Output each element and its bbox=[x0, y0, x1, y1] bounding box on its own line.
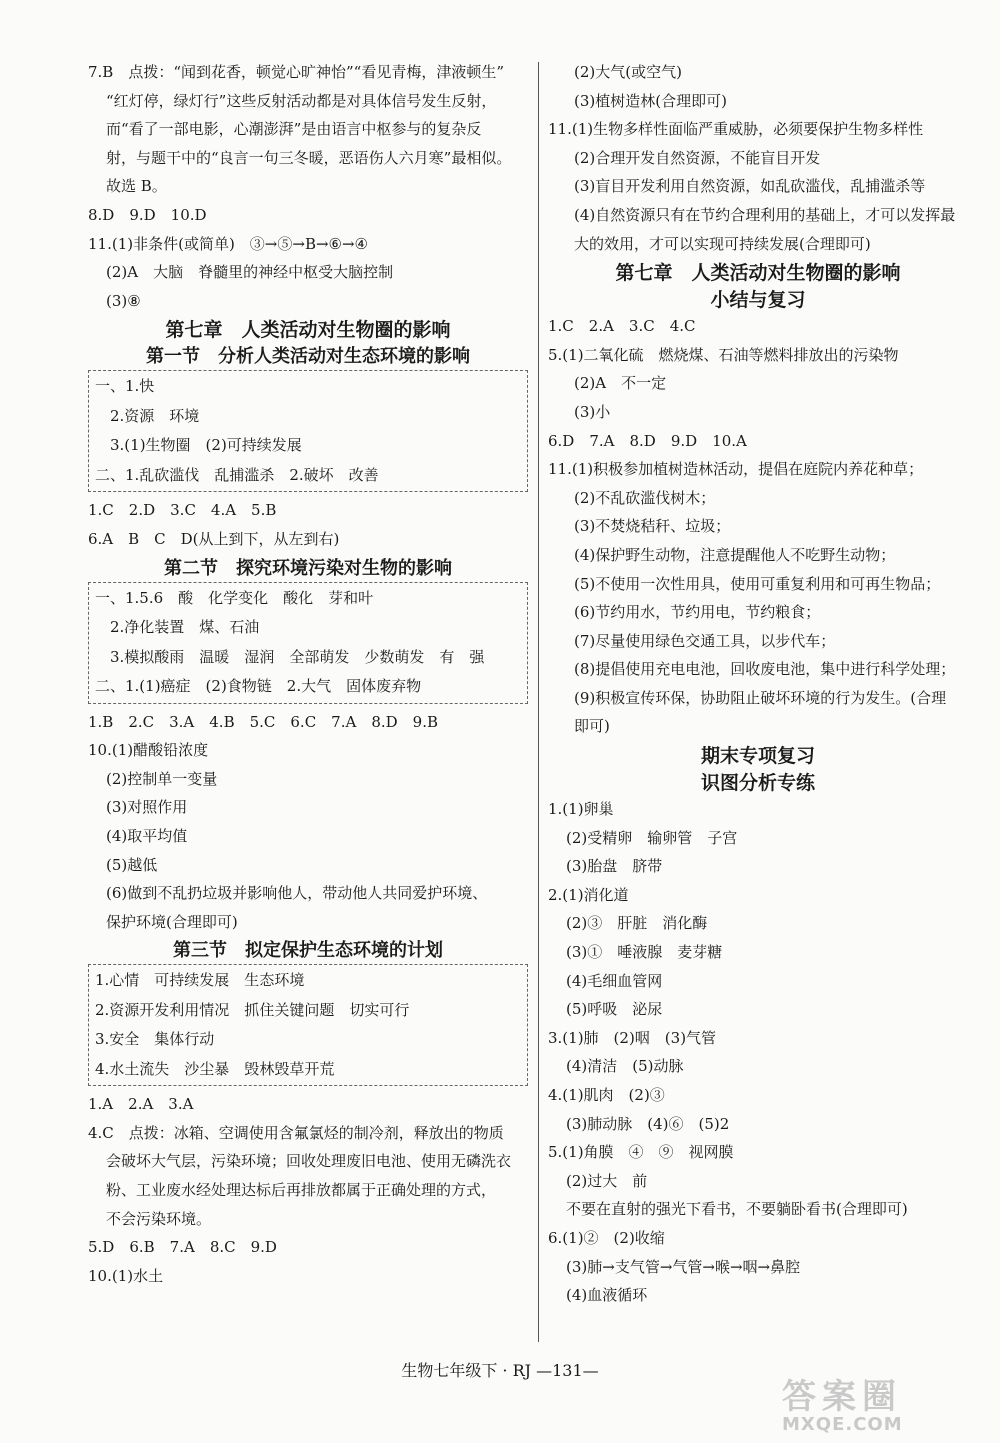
box-line: 3.(1)生物圈 (2)可持续发展 bbox=[95, 436, 302, 455]
answer-line: 1.C 2.A 3.C 4.C bbox=[548, 317, 696, 336]
answer-line: 射，与题干中的“良言一句三冬暖，恶语伤人六月寒”最相似。 bbox=[106, 148, 512, 167]
answer-line: (4)保护野生动物，注意提醒他人不吃野生动物； bbox=[574, 545, 896, 564]
answer-line: 6.D 7.A 8.D 9.D 10.A bbox=[548, 431, 747, 450]
answer-line: (3)小 bbox=[574, 402, 611, 421]
answer-line: (3)⑧ bbox=[106, 291, 141, 310]
answer-line: (5)越低 bbox=[106, 855, 158, 874]
answer-line: 11.(1)生物多样性面临严重威胁，必须要保护生物多样性 bbox=[548, 120, 924, 139]
right-column bbox=[548, 58, 968, 1310]
answer-line: (2)受精卵 输卵管 子宫 bbox=[566, 828, 738, 847]
box-line: 2.资源开发利用情况 抓住关键问题 切实可行 bbox=[95, 1000, 410, 1019]
answer-box bbox=[88, 370, 528, 492]
answer-line: 会破坏大气层，污染环境；回收处理废旧电池、使用无磷洗衣 bbox=[106, 1152, 512, 1171]
answer-line: (4)血液循环 bbox=[566, 1286, 648, 1305]
answer-line: (2)大气(或空气) bbox=[574, 63, 682, 81]
page-footer: 生物七年级下 · RJ —131— bbox=[401, 1361, 599, 1380]
answer-line: (6)做到不乱扔垃圾并影响他人，带动他人共同爱护环境、 bbox=[106, 884, 488, 903]
answer-line: 10.(1)水土 bbox=[88, 1266, 164, 1285]
watermark-url: MXQE.COM bbox=[782, 1414, 903, 1435]
answer-line: 1.A 2.A 3.A bbox=[88, 1095, 194, 1114]
answer-line: (7)尽量使用绿色交通工具，以步代车； bbox=[574, 631, 836, 650]
answer-line: 8.D 9.D 10.D bbox=[88, 205, 207, 224]
box-line: 4.水土流失 沙尘暴 毁林毁草开荒 bbox=[95, 1059, 335, 1078]
answer-line: 大的效用，才可以实现可持续发展(合理即可) bbox=[574, 234, 871, 253]
box-line: 一、1.5.6 酸 化学变化 酸化 芽和叶 bbox=[95, 588, 374, 607]
answer-line: (3)① 唾液腺 麦芽糖 bbox=[566, 943, 723, 962]
section-heading: 第七章 人类活动对生物圈的影响 bbox=[615, 262, 901, 285]
answer-line: (2)控制单一变量 bbox=[106, 769, 218, 788]
answer-box bbox=[88, 964, 528, 1086]
box-line: 二、1.乱砍滥伐 乱捕滥杀 2.破坏 改善 bbox=[95, 465, 379, 484]
answer-line: (5)呼吸 泌尿 bbox=[566, 1000, 663, 1019]
box-line: 3.安全 集体行动 bbox=[95, 1030, 215, 1049]
answer-line: 7.B 点拨：“闻到花香，顿觉心旷神怡”“看见青梅，津液顿生” bbox=[88, 63, 505, 81]
answer-line: 4.C 点拨：冰箱、空调使用含氟氯烃的制冷剂，释放出的物质 bbox=[88, 1123, 504, 1142]
answer-line: (3)肺动脉 (4)⑥ (5)2 bbox=[566, 1114, 730, 1133]
answer-line: 保护环境(合理即可) bbox=[106, 912, 238, 931]
answer-line: (9)积极宣传环保，协助阻止破坏环境的行为发生。(合理 bbox=[574, 688, 947, 707]
answer-line: (3)不焚烧秸秆、垃圾； bbox=[574, 517, 731, 536]
answer-line: (2)合理开发自然资源，不能盲目开发 bbox=[574, 148, 821, 167]
answer-line: (3)植树造林(合理即可) bbox=[574, 91, 727, 110]
answer-line: 4.(1)肌肉 (2)③ bbox=[548, 1086, 665, 1104]
answer-line: (4)清洁 (5)动脉 bbox=[566, 1057, 684, 1076]
box-line: 3.模拟酸雨 温暖 湿润 全部萌发 少数萌发 有 强 bbox=[95, 647, 485, 666]
answer-line: (4)毛细血管网 bbox=[566, 971, 663, 990]
answer-line: 不要在直射的强光下看书，不要躺卧看书(合理即可) bbox=[566, 1200, 908, 1219]
answer-line: (4)取平均值 bbox=[106, 826, 188, 845]
answer-line: 1.B 2.C 3.A 4.B 5.C 6.C 7.A 8.D 9.B bbox=[88, 712, 438, 731]
answer-line: (5)不使用一次性用具，使用可重复利用和可再生物品； bbox=[574, 574, 941, 593]
answer-line: 5.(1)二氧化硫 燃烧煤、石油等燃料排放出的污染物 bbox=[548, 345, 899, 364]
answer-line: 11.(1)积极参加植树造林活动，提倡在庭院内养花种草； bbox=[548, 460, 924, 479]
section-heading: 第二节 探究环境污染对生物的影响 bbox=[164, 557, 452, 579]
section-heading: 第七章 人类活动对生物圈的影响 bbox=[165, 319, 451, 342]
answer-line: 6.A B C D(从上到下，从左到右) bbox=[88, 529, 340, 548]
answer-box bbox=[88, 582, 528, 704]
answer-line: 5.(1)角膜 ④ ⑨ 视网膜 bbox=[548, 1143, 734, 1162]
answer-line: (3)对照作用 bbox=[106, 798, 188, 817]
section-heading: 第三节 拟定保护生态环境的计划 bbox=[173, 940, 443, 962]
answer-line: “红灯停，绿灯行”这些反射活动都是对具体信号发生反射， bbox=[106, 91, 497, 110]
answer-line: 而“看了一部电影，心潮澎湃”是由语言中枢参与的复杂反 bbox=[106, 120, 482, 139]
section-heading: 识图分析专练 bbox=[700, 772, 815, 795]
left-column bbox=[88, 58, 528, 1290]
answer-line: (2)③ 肝脏 消化酶 bbox=[566, 914, 708, 933]
answer-line: 5.D 6.B 7.A 8.C 9.D bbox=[88, 1238, 277, 1257]
column-divider bbox=[538, 62, 539, 1342]
answer-line: (4)自然资源只有在节约合理利用的基础上，才可以发挥最 bbox=[574, 205, 956, 224]
answer-line: (2)不乱砍滥伐树木； bbox=[574, 488, 716, 507]
box-line: 2.资源 环境 bbox=[95, 406, 200, 425]
answer-line: 故选 B。 bbox=[106, 177, 167, 196]
answer-line: (8)提倡使用充电电池，回收废电池，集中进行科学处理； bbox=[574, 660, 956, 679]
box-line: 二、1.(1)癌症 (2)食物链 2.大气 固体废弃物 bbox=[95, 677, 422, 696]
answer-line: (6)节约用水，节约用电，节约粮食； bbox=[574, 603, 821, 622]
answer-line: 1.(1)卵巢 bbox=[548, 800, 614, 819]
answer-line: (3)胎盘 脐带 bbox=[566, 857, 663, 876]
answer-line: (3)盲目开发利用自然资源，如乱砍滥伐，乱捕滥杀等 bbox=[574, 177, 926, 196]
box-line: 2.净化装置 煤、石油 bbox=[95, 618, 260, 637]
watermark bbox=[782, 1369, 982, 1435]
box-line: 一、1.快 bbox=[95, 377, 155, 396]
answer-line: 3.(1)肺 (2)咽 (3)气管 bbox=[548, 1028, 717, 1047]
answer-line: 1.C 2.D 3.C 4.A 5.B bbox=[88, 501, 277, 520]
answer-line: 10.(1)醋酸铅浓度 bbox=[88, 741, 209, 760]
section-heading: 第一节 分析人类活动对生态环境的影响 bbox=[146, 346, 470, 368]
section-heading: 期末专项复习 bbox=[700, 745, 815, 768]
answer-line: (2)A 大脑 脊髓里的神经中枢受大脑控制 bbox=[106, 263, 394, 282]
answer-line: 2.(1)消化道 bbox=[548, 885, 629, 904]
answer-line: 不会污染环境。 bbox=[106, 1209, 212, 1228]
answer-line: 即可) bbox=[574, 717, 610, 736]
answer-line: (3)肺→支气管→气管→喉→咽→鼻腔 bbox=[566, 1257, 801, 1276]
watermark-logo: 答案圈 bbox=[782, 1377, 902, 1417]
answer-line: 6.(1)② (2)收缩 bbox=[548, 1228, 665, 1247]
answer-line: (2)A 不一定 bbox=[574, 374, 667, 393]
answer-line: 粉、工业废水经处理达标后再排放都属于正确处理的方式， bbox=[106, 1181, 497, 1200]
answer-line: (2)过大 前 bbox=[566, 1171, 648, 1190]
box-line: 1.心情 可持续发展 生态环境 bbox=[95, 971, 305, 990]
section-heading: 小结与复习 bbox=[710, 289, 806, 312]
answer-line: 11.(1)非条件(或简单) ③→⑤→B→⑥→④ bbox=[88, 234, 368, 253]
